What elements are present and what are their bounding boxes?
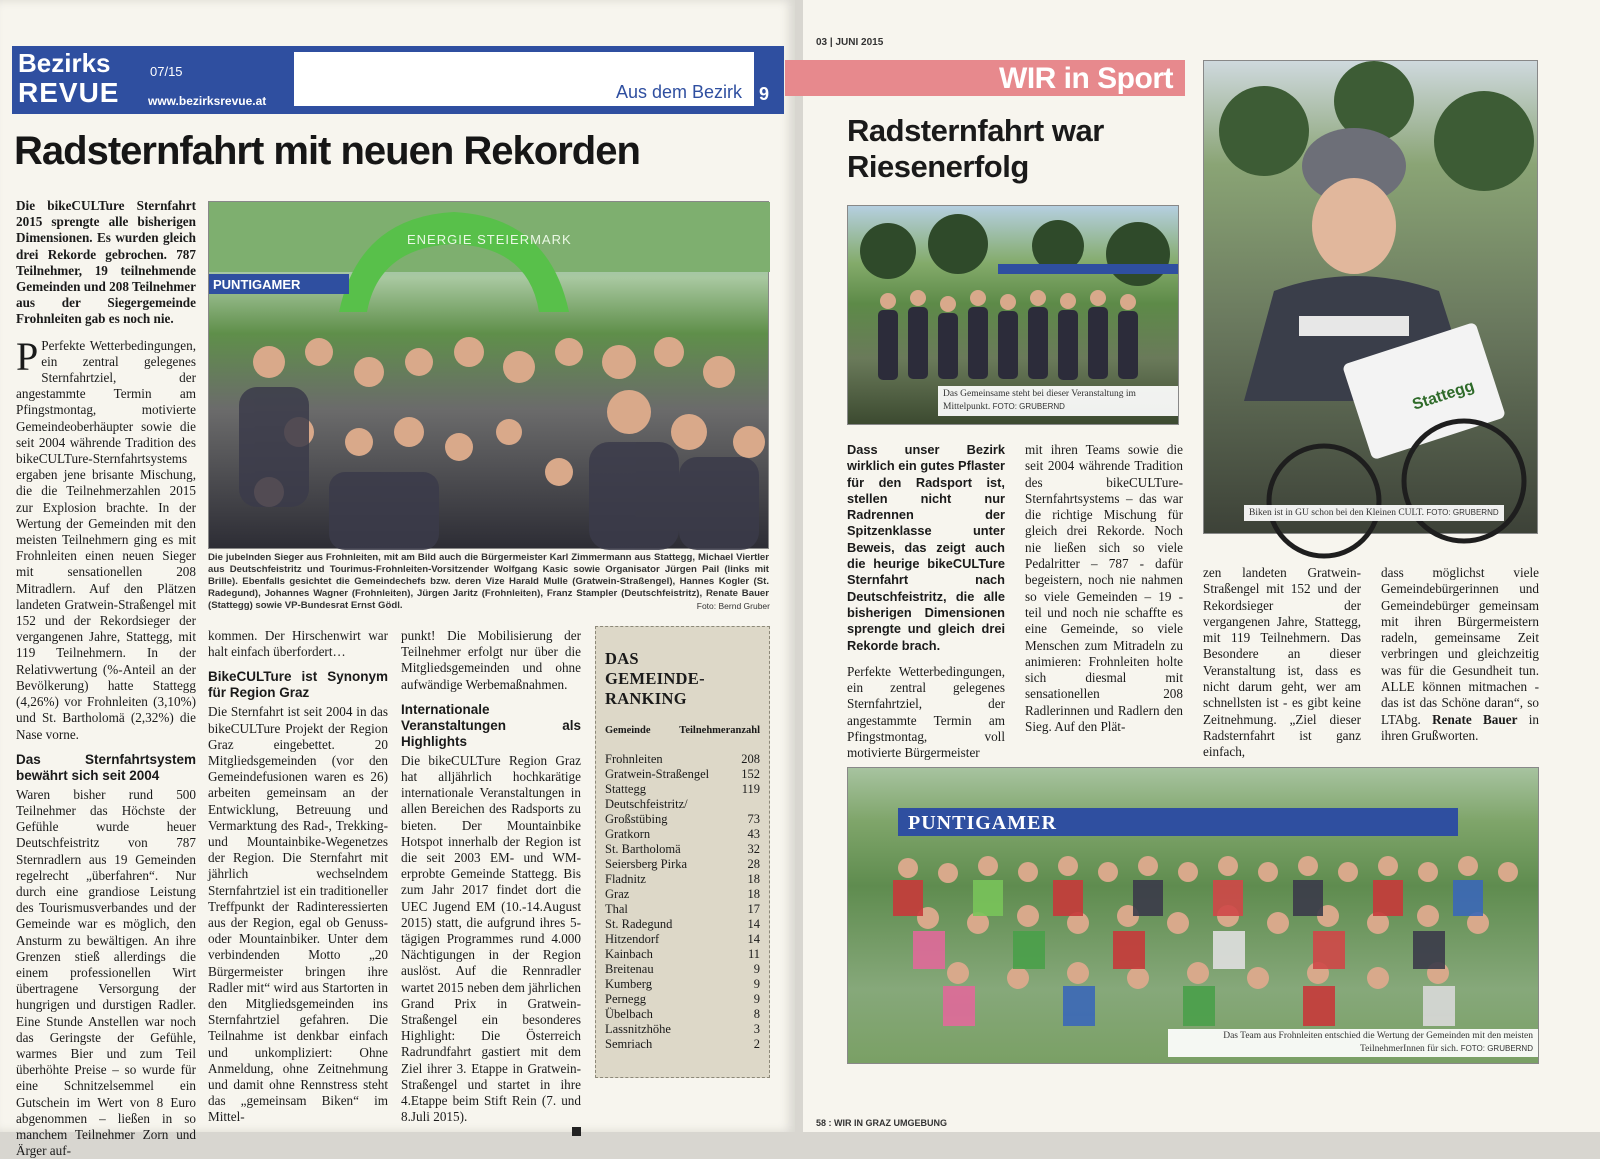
right-body-4-name: Renate Bauer — [1432, 711, 1518, 727]
ranking-row — [605, 977, 760, 992]
ranking-name: Semriach — [605, 1037, 653, 1051]
ranking-value — [736, 797, 760, 812]
right-column-1 — [847, 442, 1005, 762]
ranking-value: 9 — [753, 977, 760, 991]
ranking-col-b: Teilnehmeranzahl — [679, 725, 760, 736]
group-photo-caption-box — [938, 386, 1178, 416]
ranking-row — [605, 887, 760, 902]
ranking-value: 28 — [747, 857, 760, 871]
ranking-value: 208 — [741, 752, 760, 766]
lead-paragraph: Die bikeCULTure Sternfahrt 2015 sprengte alle bisherigen Dimensionen. Es wurden gleich drei Rekorde gebrochen. 787 Teilnehmer, 19 teilnehmende Gemeinden und 208 Teilnehmer aus der Siegergemeinde Frohnleiten gab es noch nie. — [16, 198, 196, 327]
ranking-name: Deutschfeistritz/ — [605, 797, 688, 811]
ranking-value: 32 — [747, 842, 760, 856]
ranking-row — [605, 767, 760, 782]
ranking-table — [605, 752, 760, 1052]
right-body-2: mit ihren Teams sowie die seit 2004 währende Tradition des bikeCULTure-Sternfahrtsystems – das war die richtige Mischung für gleich drei Rekorde. Noch nie ließen sich so viele Pedalritter – 787 - dafür begeistern, noch nie nahmen so viele Gemeinden – 19 - teil und noch nie schaffte es eine Gemeinde, so viele Menschen zum Mitradeln zu animieren: Frohnleiten holte sich diesmal mit sensationellen 208 Radlerinnen und Radlern den Sieg. Auf den Plät- — [1025, 442, 1183, 735]
ranking-value: 73 — [747, 812, 760, 826]
ranking-row — [605, 947, 760, 962]
ranking-name: Großstübing — [605, 812, 668, 826]
ranking-name: Pernegg — [605, 992, 646, 1006]
ranking-row — [605, 812, 760, 827]
ranking-value: 14 — [747, 917, 760, 931]
end-mark — [572, 1127, 581, 1136]
ranking-row — [605, 917, 760, 932]
ranking-col-a: Gemeinde — [605, 725, 651, 736]
ranking-name: Seiersberg Pirka — [605, 857, 688, 871]
team-photo-scene — [848, 768, 1540, 1065]
right-headline-line2: Riesenerfolg — [847, 149, 1029, 184]
ranking-row — [605, 842, 760, 857]
ranking-value: 2 — [753, 1037, 760, 1051]
ranking-value: 3 — [753, 1022, 760, 1036]
left-column-2 — [208, 628, 388, 1126]
ranking-row — [605, 827, 760, 842]
ranking-name: Fladnitz — [605, 872, 646, 886]
masthead-url: www.bezirksrevue.at — [148, 94, 267, 108]
ranking-row — [605, 872, 760, 887]
ranking-value: 9 — [753, 962, 760, 976]
body-text-1: Perfekte Wetterbedingungen, ein zentral gelegenes Sternfahrtziel, der angestammte Termin am Pfingstmontag, motivierte Gemeindeoberhäupter sowie die seit 2004 währende Tradition des bikeCULTure-Sternfahrtsystems ergaben jene brisante Mischung, die die Teilnehmerzahlen 2015 zur Explosion brachte. In der Wertung der Gemeinden mit den meisten Teilnehmern ging es mit Frohnleiten einen neuen Sieger mit sensationellen 208 Mitradlern. Auf den Plätzen landeten Gratwein-Straßengel mit 152 und der Rekordsieger der vergangenen Jahre, Stattegg, mit 119 Teilnehmern. In der Relativwertung (%-Anteil an der Bevölkerung) hatte Stattegg (4,26%) vor Frohnleiten (3,10%) und St. Bartholomä (2,32%) die Nase vorne. — [16, 337, 196, 742]
body-paragraph-4: Die Sternfahrt ist seit 2004 in das bikeCULTure Projekt der Region Graz eingebettet. 20 Mitgliedsgemeinden (vor den Gemeindefusionen waren es 26) arbeiten gemeinsam an der Entwicklung, Betreuung und Vermarktung des Rad-, Trekking- und Mountainbike-Wegenetzes der Region. Die Sternfahrt mit jährlich wechselndem Sternfahrtziel ist ein traditioneller Treffpunkt der Radinteressierten aus der Region, egal ob Genuss- oder Mountainbiker. Unter dem verbindenden Motto „20 Bürgermeister bringen ihre Radler mit“ wird aus Startorten in den Mitgliedsgemeinden ins Sternfahrtziel gefahren. Die Teilnahme ist denkbar einfach und unkompliziert: Ohne Anmeldung, ohne Zeitnehmung und damit ohne Rennstress steht das „gemeinsam Biken“ im Mittel- — [208, 704, 388, 1125]
left-column-1 — [16, 198, 196, 1159]
issue-date: 03 | JUNI 2015 — [816, 37, 884, 48]
ranking-value: 152 — [741, 767, 760, 781]
ranking-row — [605, 932, 760, 947]
section-label: Aus dem Bezirk — [615, 82, 742, 102]
ranking-value: 18 — [747, 887, 760, 901]
kid-photo-caption-box — [1244, 505, 1504, 522]
ranking-name: Stattegg — [605, 782, 646, 796]
ranking-value: 14 — [747, 932, 760, 946]
right-body-4-pre: dass möglichst viele Gemeindebürgerinnen und Gemeindebürger gemeinsam mit ihren Bürgermeistern radeln, gemeinsame Zeit verbringen und gleichzeitig was für die Gesundheit tun. ALLE können mitmachen - das ist das Schöne daran“, so LTAbg. — [1381, 565, 1539, 727]
page-number: 9 — [759, 84, 770, 104]
right-body-4 — [1381, 565, 1539, 744]
group-photo — [847, 205, 1179, 425]
right-lead: Dass unser Bezirk wirklich ein gutes Pflaster für den Radsport ist, stellen nicht nur Radrennen der Spitzenklasse unter Beweis, das zeigt auch die heurige bikeCULTure Sternfahrt nach Deutschfeistritz, die alle bisherigen Dimensionen sprengte und gleich drei Rekorde brach. — [847, 442, 1005, 653]
team-photo-credit: FOTO: GRUBERND — [1460, 1043, 1533, 1053]
right-column-4 — [1381, 565, 1539, 744]
right-body-3: zen landeten Gratwein-Straßengel mit 152 und der Rekordsieger der vergangenen Jahre, Stattegg, mit 119 Teilnehmern. Das Besondere an dieser Veranstaltung ist, dass es nicht darum geht, wer am schnellsten ist - es gibt keine Zeitnehmung. „Ziel dieser Radsternfahrt ist ganz einfach, — [1203, 565, 1361, 760]
ranking-row — [605, 752, 760, 767]
left-column-3 — [401, 628, 581, 1136]
ranking-value: 8 — [753, 1007, 760, 1021]
body-paragraph-1 — [16, 333, 196, 743]
main-photo-scene — [209, 202, 770, 550]
kid-photo-scene — [1204, 61, 1539, 535]
ranking-row — [605, 797, 760, 812]
masthead — [12, 46, 784, 114]
ranking-row — [605, 1037, 760, 1052]
body-paragraph-2: Waren bisher rund 500 Teilnehmer das Höchste der Gefühle wurde heuer Deutschfeistritz von 787 Sternradlern aus 19 Gemeinden regelrecht „überfahren“. Nur durch eine grandiose Leistung des Tourismusverbandes und der Gemeinde war es möglich, den Ansturm zu bewältigen. An ihre Grenzen stieß allerdings die einem professionellen Wirt übertragene Versorgung der hungrigen und durstigen Radler. Eine Stunde Anstellen war noch das Geringste der Gefühle, warmes Bier und zum Teil überhöhte Preise – so wurde für eine Schnitzelsemmel ein Gutschein im Wert von 8 Euro abgenommen – ließen in so manchem Teilnehmer Zorn und Ärger auf- — [16, 786, 196, 1159]
page-footer: 58 : WIR IN GRAZ UMGEBUNG — [816, 1118, 948, 1128]
ranking-name: Gratkorn — [605, 827, 651, 841]
photo-brand-text: PUNTIGAMER — [213, 277, 301, 292]
ranking-row — [605, 857, 760, 872]
team-photo-banner-text: PUNTIGAMER — [908, 812, 1057, 834]
team-photo-caption-box — [1168, 1029, 1538, 1057]
right-headline — [847, 113, 1104, 185]
ranking-value: 17 — [747, 902, 760, 916]
right-body-4-post: in ihren Grußworten. — [1381, 711, 1539, 743]
ranking-name: Lassnitzhöhe — [605, 1022, 671, 1036]
ranking-name: Graz — [605, 887, 630, 901]
body-paragraph-5: punkt! Die Mobilisierung der Teilnehmer erfolgt nur über die Mitgliedsgemeinden und ohne aufwändige Werbemaßnahmen. — [401, 628, 581, 692]
brand-line1: Bezirks — [18, 48, 111, 78]
right-column-3 — [1203, 565, 1361, 761]
masthead-panel — [294, 52, 754, 106]
ranking-name: Übelbach — [605, 1007, 653, 1021]
ranking-row — [605, 1022, 760, 1037]
body-paragraph-3: kommen. Der Hirschenwirt war halt einfach überfordert… — [208, 628, 388, 660]
ranking-row — [605, 902, 760, 917]
ranking-name: Kainbach — [605, 947, 653, 961]
ranking-name: St. Bartholomä — [605, 842, 681, 856]
photo-banner-text: ENERGIE STEIERMARK — [407, 232, 572, 247]
subhead-bikeculture: BikeCULTure ist Synonym für Region Graz — [208, 669, 388, 701]
right-page — [803, 0, 1600, 1132]
main-photo-credit: Foto: Bernd Gruber — [696, 601, 770, 611]
subhead-international: Internationale Veranstaltungen als Highlights — [401, 701, 581, 749]
right-headline-line1: Radsternfahrt war — [847, 113, 1104, 148]
ranking-value: 11 — [747, 947, 760, 961]
ranking-name: St. Radegund — [605, 917, 673, 931]
group-photo-credit: FOTO: GRUBERND — [992, 401, 1065, 411]
ranking-row — [605, 782, 760, 797]
brand-line2: REVUE — [18, 77, 120, 108]
left-page — [0, 0, 795, 1159]
issue-number: 07/15 — [150, 64, 183, 79]
ranking-name: Thal — [605, 902, 628, 916]
ranking-value: 18 — [747, 872, 760, 886]
ranking-value: 43 — [747, 827, 760, 841]
right-column-2 — [1025, 442, 1183, 735]
main-photo-caption-text: Die jubelnden Sieger aus Frohnleiten, mit am Bild auch die Bürgermeister Karl Zimmermann aus Stattegg, Michael Viertler aus Deutschfeistritz und Tourimus-Frohnleiten-Vorsitzender Wolfgang Kasic sowie Organisator Jürgen Pail (links mit Brille). Ebenfalls gesichtet die Gemeindechefs bzw. deren Vize Harald Mulle (Gratwein-Straßengel), Hannes Kogler (St. Radegund), Johannes Wagner (Frohnleiten), Jürgen Jaritz (Frohnleiten), Franz Stampler (Deutschfeistritz), Renate Bauer (Stattegg) sowie VP-Bundesrat Ernst Gödl. — [208, 552, 769, 611]
group-photo-caption: Das Gemeinsame steht bei dieser Veranstaltung im Mittelpunkt. — [943, 389, 1136, 412]
right-body-1: Perfekte Wetterbedingungen, ein zentral gelegenes Sternfahrtziel, der angestammte Termin am Pfingstmontag, voll motivierte Bürgermeister — [847, 663, 1005, 761]
ranking-row — [605, 962, 760, 977]
ranking-name: Kumberg — [605, 977, 652, 991]
main-photo — [208, 201, 769, 549]
subhead-sternfahrtsystem: Das Sternfahrtsystem bewährt sich seit 2004 — [16, 751, 196, 783]
ranking-name: Hitzendorf — [605, 932, 660, 946]
section-banner-text: WIR in Sport — [999, 62, 1173, 95]
ranking-name: Gratwein-Straßengel — [605, 767, 710, 781]
kid-photo-credit: FOTO: GRUBERND — [1426, 507, 1499, 517]
ranking-row — [605, 992, 760, 1007]
ranking-name: Breitenau — [605, 962, 654, 976]
headline: Radsternfahrt mit neuen Rekorden — [14, 129, 640, 173]
kid-photo — [1203, 60, 1538, 534]
drop-cap: P — [16, 333, 39, 379]
ranking-header — [605, 725, 760, 736]
kid-photo-plate-text: Stattegg — [1410, 377, 1477, 414]
team-photo-caption: Das Team aus Frohnleiten entschied die Wertung der Gemeinden mit den meisten TeilnehmerInnen für sich. — [1223, 1031, 1533, 1054]
ranking-title: DAS GEMEINDE-RANKING — [605, 649, 705, 708]
ranking-name: Frohnleiten — [605, 752, 663, 766]
ranking-value: 9 — [753, 992, 760, 1006]
body-paragraph-6: Die bikeCULTure Region Graz hat alljährlich hochkarätige internationale Veranstaltungen in allen Bereichen des Radsports zu bieten. Der Mountainbike Hotspot innerhalb der Region ist die seit 2003 EM- und WM-erprobte Gemeinde Stattegg. Bis zum Jahr 2017 findet dort die UEC Jugend EM (10.-14.August 2015) statt, die aufgrund ihres 5-tägigen Programmes rund 4.000 Nächtigungen in der Region auslöst. Auf die Rennradler wartet 2015 neben dem jährlichen Grand Prix in Gratwein-Straßengel ein besonderes Highlight: Die Österreich Radrundfahrt gastiert mit dem Ziel ihrer 3. Etappe in Gratwein-Straßengel und startet in ihre 4.Etappe beim Stift Rein (7. und 8.Juli 2015). — [401, 752, 581, 1125]
section-banner — [785, 60, 1185, 96]
ranking-box — [595, 626, 770, 1078]
ranking-row — [605, 1007, 760, 1022]
team-photo — [847, 767, 1539, 1064]
kid-photo-caption: Biken ist in GU schon bei den Kleinen CULT. — [1249, 507, 1424, 518]
ranking-value: 119 — [741, 782, 760, 796]
